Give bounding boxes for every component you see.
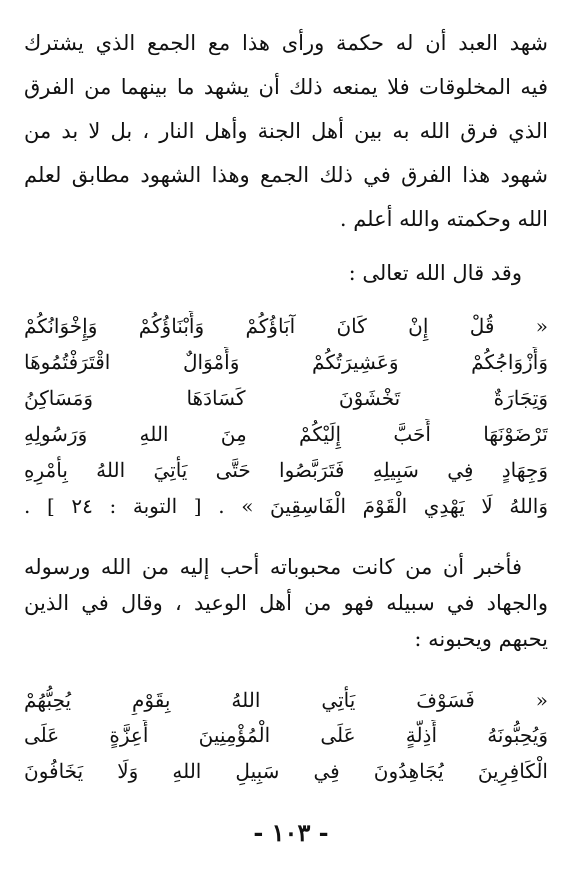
paragraph-line: والجهاد في سبيله فهو من أهل الوعيد ، وقال في الذين [24, 591, 548, 615]
paragraph-line: الله وحكمته والله أعلم . [339, 207, 548, 231]
quran-line: تَرْضَوْنَهَا أَحَبَّ إِلَيْكُمْ مِنَ اللهِ وَرَسُولِهِ [24, 422, 548, 446]
quran-line: وَاللهُ لَا يَهْدِي الْقَوْمَ الْفَاسِقِينَ » . [ التوبة : ٢٤ ] . [24, 494, 548, 518]
quran-line: وَتِجَارَةٌ تَخْشَوْنَ كَسَادَهَا وَمَسَاكِنُ [24, 386, 548, 410]
page-number: - ١٠٣ - [253, 818, 329, 847]
paragraph-line: شهد العبد أن له حكمة ورأى هذا مع الجمع الذي يشترك [24, 31, 548, 55]
quran-line: وَأَزْوَاجُكُمْ وَعَشِيرَتُكُمْ وَأَمْوَالٌ اقْتَرَفْتُمُوهَا [24, 350, 548, 374]
quran-line: وَجِهَادٍ فِي سَبِيلِهِ فَتَرَبَّصُوا حَتَّى يَأْتِيَ اللهُ بِأَمْرِهِ [24, 458, 548, 482]
paragraph-line: يحبهم ويحبونه : [414, 627, 548, 651]
quran-line: الْكَافِرِينَ يُجَاهِدُونَ فِي سَبِيلِ اللهِ وَلَا يَخَافُونَ [24, 759, 548, 783]
paragraph-line: الذي فرق الله به بين أهل الجنة وأهل النار ، بل لا بد من [24, 119, 548, 143]
paragraph-line: فأخبر أن من كانت محبوباته أحب إليه من الله ورسوله [24, 555, 522, 579]
quran-line: « قُلْ إِنْ كَانَ آبَاؤُكُمْ وَأَبْنَاؤُكُمْ وَإِخْوَانُكُمْ [24, 314, 548, 338]
quote-intro: وقد قال الله تعالى : [348, 261, 522, 285]
paragraph-line: شهود هذا الفرق في ذلك الجمع وهذا الشهود مطابق لعلم [24, 163, 548, 187]
quran-line: وَيُحِبُّونَهُ أَذِلَّةٍ عَلَى الْمُؤْمِنِينَ أَعِزَّةٍ عَلَى [24, 723, 548, 747]
quran-line: « فَسَوْفَ يَأْتِي اللهُ بِقَوْمٍ يُحِبُّهُمْ [24, 688, 548, 712]
paragraph-line: فيه المخلوقات فلا يمنعه ذلك أن يشهد ما بينهما من الفرق [24, 75, 548, 99]
